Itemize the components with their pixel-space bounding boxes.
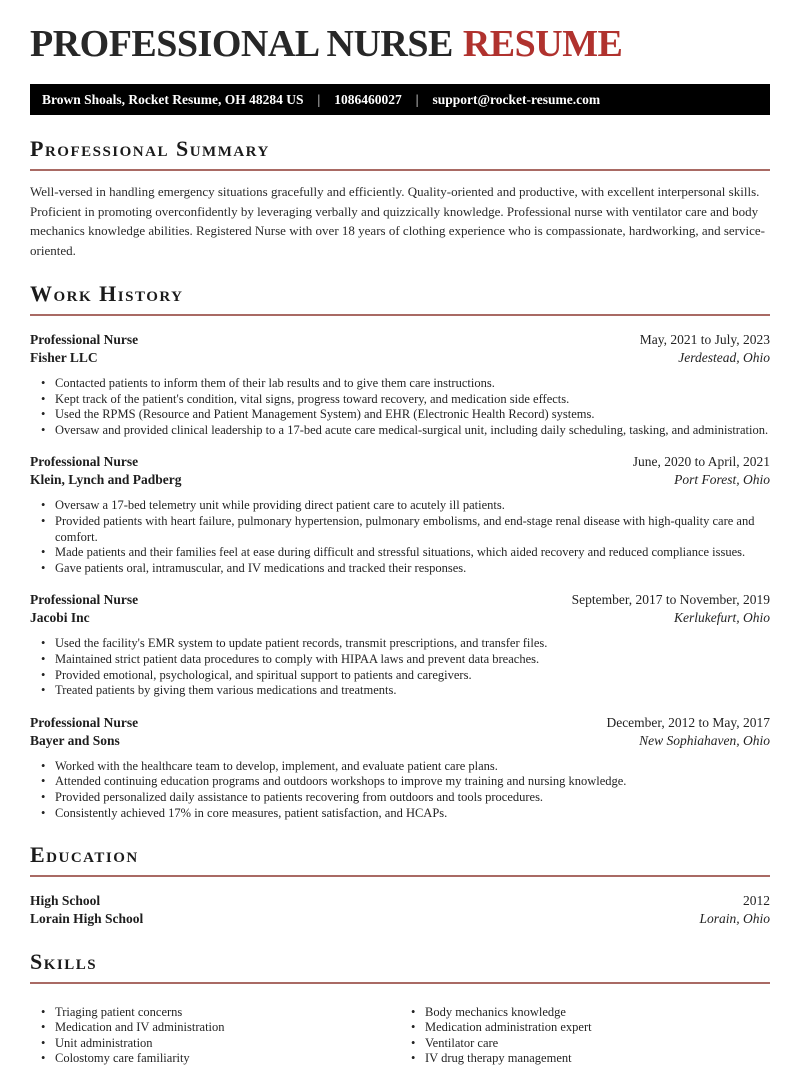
job-location: Jerdestead, Ohio xyxy=(678,350,770,365)
job-location: Kerlukefurt, Ohio xyxy=(674,610,770,626)
job-bullet: • Contacted patients to inform them of their lab results and to give them care instructions. xyxy=(30,376,770,392)
job-bullet: • Used the RPMS (Resource and Patient Management System) and EHR (Electronic Health Record) systems. xyxy=(30,407,770,423)
education-degree-row xyxy=(30,892,770,910)
job-bullet: • Provided emotional, psychological, and spiritual support to patients and caregivers. xyxy=(30,668,770,684)
section-professional-summary xyxy=(30,136,770,260)
contact-address: Brown Shoals, Rocket Resume, OH 48284 US xyxy=(42,91,304,107)
job-title-row xyxy=(30,331,770,349)
summary-heading: Professional Summary xyxy=(30,136,270,161)
section-rule xyxy=(30,982,770,984)
school-location: Lorain, Ohio xyxy=(699,911,770,927)
job-bullet-list xyxy=(30,759,770,821)
section-rule xyxy=(30,169,770,171)
section-work-history xyxy=(30,281,770,821)
job-dates: June, 2020 to April, 2021 xyxy=(632,454,770,470)
page-title xyxy=(30,25,770,63)
skill-item: • Medication administration expert xyxy=(400,1020,770,1035)
job-entry xyxy=(30,453,770,576)
job-bullet: • Oversaw and provided clinical leadership to a 17-bed acute care medical-surgical unit, including daily scheduling, tasking, and administration. xyxy=(30,423,770,439)
job-bullet-list xyxy=(30,636,770,698)
education-entry xyxy=(30,892,770,928)
education-school-row xyxy=(30,910,770,928)
job-bullet: • Provided patients with heart failure, pulmonary hypertension, pulmonary embolisms, and end-stage renal disease with high-quality care and comfort. xyxy=(30,514,770,545)
contact-separator: | xyxy=(415,91,419,107)
job-bullet: • Consistently achieved 17% in core measures, patient satisfaction, and HCAPs. xyxy=(30,806,770,822)
summary-text: Well-versed in handling emergency situations gracefully and efficiently. Quality-oriented and productive, with excellent interpersonal skills. Proficient in promoting overconfidently by leveraging verbally and quizzically knowledge. Professional nurse with ventilator care and body mechanics knowledge abilities. Registered Nurse with over 18 years of clothing experience who is compassionate, hardworking, and service-oriented. xyxy=(30,184,765,258)
section-education xyxy=(30,842,770,928)
skill-item: • Triaging patient concerns xyxy=(30,1005,400,1020)
job-company-row xyxy=(30,732,770,750)
job-dates: December, 2012 to May, 2017 xyxy=(606,714,770,730)
job-location: New Sophiahaven, Ohio xyxy=(639,732,770,748)
work-history-heading: Work History xyxy=(30,281,184,306)
skill-item: • IV drug therapy management xyxy=(400,1051,770,1066)
job-title-row xyxy=(30,591,770,609)
skills-columns xyxy=(30,996,770,1066)
skills-column-left xyxy=(30,1005,400,1066)
job-company-row xyxy=(30,349,770,367)
job-bullet: • Used the facility's EMR system to update patient records, transmit prescriptions, and transfer files. xyxy=(30,636,770,652)
job-title-row xyxy=(30,714,770,732)
title-accent: RESUME xyxy=(462,23,623,65)
school-name: Lorain High School xyxy=(30,911,144,927)
job-bullet: • Oversaw a 17-bed telemetry unit while providing direct patient care to acutely ill patients. xyxy=(30,498,770,514)
job-bullet: • Maintained strict patient data procedures to comply with HIPAA laws and prevent data breaches. xyxy=(30,652,770,668)
education-heading: Education xyxy=(30,842,139,868)
job-bullet: • Worked with the healthcare team to develop, implement, and evaluate patient care plans. xyxy=(30,759,770,775)
job-entry xyxy=(30,591,770,698)
skill-item: • Ventilator care xyxy=(400,1036,770,1051)
title-main: PROFESSIONAL NURSE xyxy=(30,23,453,65)
contact-separator: | xyxy=(317,91,321,107)
job-title: Professional Nurse xyxy=(30,714,139,730)
skills-column-right xyxy=(400,1005,770,1066)
skill-item: • Body mechanics knowledge xyxy=(400,1005,770,1020)
job-bullet: • Provided personalized daily assistance to patients recovering from outdoors and tools procedures. xyxy=(30,790,770,806)
job-bullet: • Made patients and their families feel at ease during difficult and stressful situations, which aided recovery and reduced compliance issues. xyxy=(30,545,770,561)
skills-heading: Skills xyxy=(30,949,98,975)
job-title: Professional Nurse xyxy=(30,592,139,608)
job-bullet-list xyxy=(30,498,770,576)
job-dates: May, 2021 to July, 2023 xyxy=(639,332,770,347)
job-entry xyxy=(30,331,770,438)
section-rule xyxy=(30,875,770,877)
contact-email: support@rocket-resume.com xyxy=(432,91,601,107)
job-title: Professional Nurse xyxy=(30,454,139,470)
job-company: Bayer and Sons xyxy=(30,732,120,748)
skill-item: • Unit administration xyxy=(30,1036,400,1051)
job-bullet: • Gave patients oral, intramuscular, and IV medications and tracked their responses. xyxy=(30,561,770,577)
job-bullet: • Kept track of the patient's condition, vital signs, progress toward recovery, and medication side effects. xyxy=(30,392,770,408)
job-title-row xyxy=(30,453,770,471)
graduation-year: 2012 xyxy=(743,893,770,909)
skill-item: • Medication and IV administration xyxy=(30,1020,400,1035)
job-company: Jacobi Inc xyxy=(30,610,90,626)
job-bullet: • Treated patients by giving them various medications and treatments. xyxy=(30,683,770,699)
resume-page xyxy=(0,23,800,1065)
section-rule xyxy=(30,314,770,316)
job-company-row xyxy=(30,471,770,489)
skill-item: • Colostomy care familiarity xyxy=(30,1051,400,1066)
job-dates: September, 2017 to November, 2019 xyxy=(571,592,770,608)
contact-phone: 1086460027 xyxy=(334,91,402,107)
job-company: Fisher LLC xyxy=(30,350,98,365)
job-bullet: • Attended continuing education programs and outdoors workshops to improve my training and nursing knowledge. xyxy=(30,774,770,790)
job-bullet-list xyxy=(30,376,770,438)
degree: High School xyxy=(30,893,101,909)
job-company-row xyxy=(30,609,770,627)
job-entry xyxy=(30,714,770,821)
job-location: Port Forest, Ohio xyxy=(674,472,770,488)
contact-bar xyxy=(30,84,770,115)
job-company: Klein, Lynch and Padberg xyxy=(30,472,182,488)
section-skills xyxy=(30,949,770,1066)
job-title: Professional Nurse xyxy=(30,332,139,347)
